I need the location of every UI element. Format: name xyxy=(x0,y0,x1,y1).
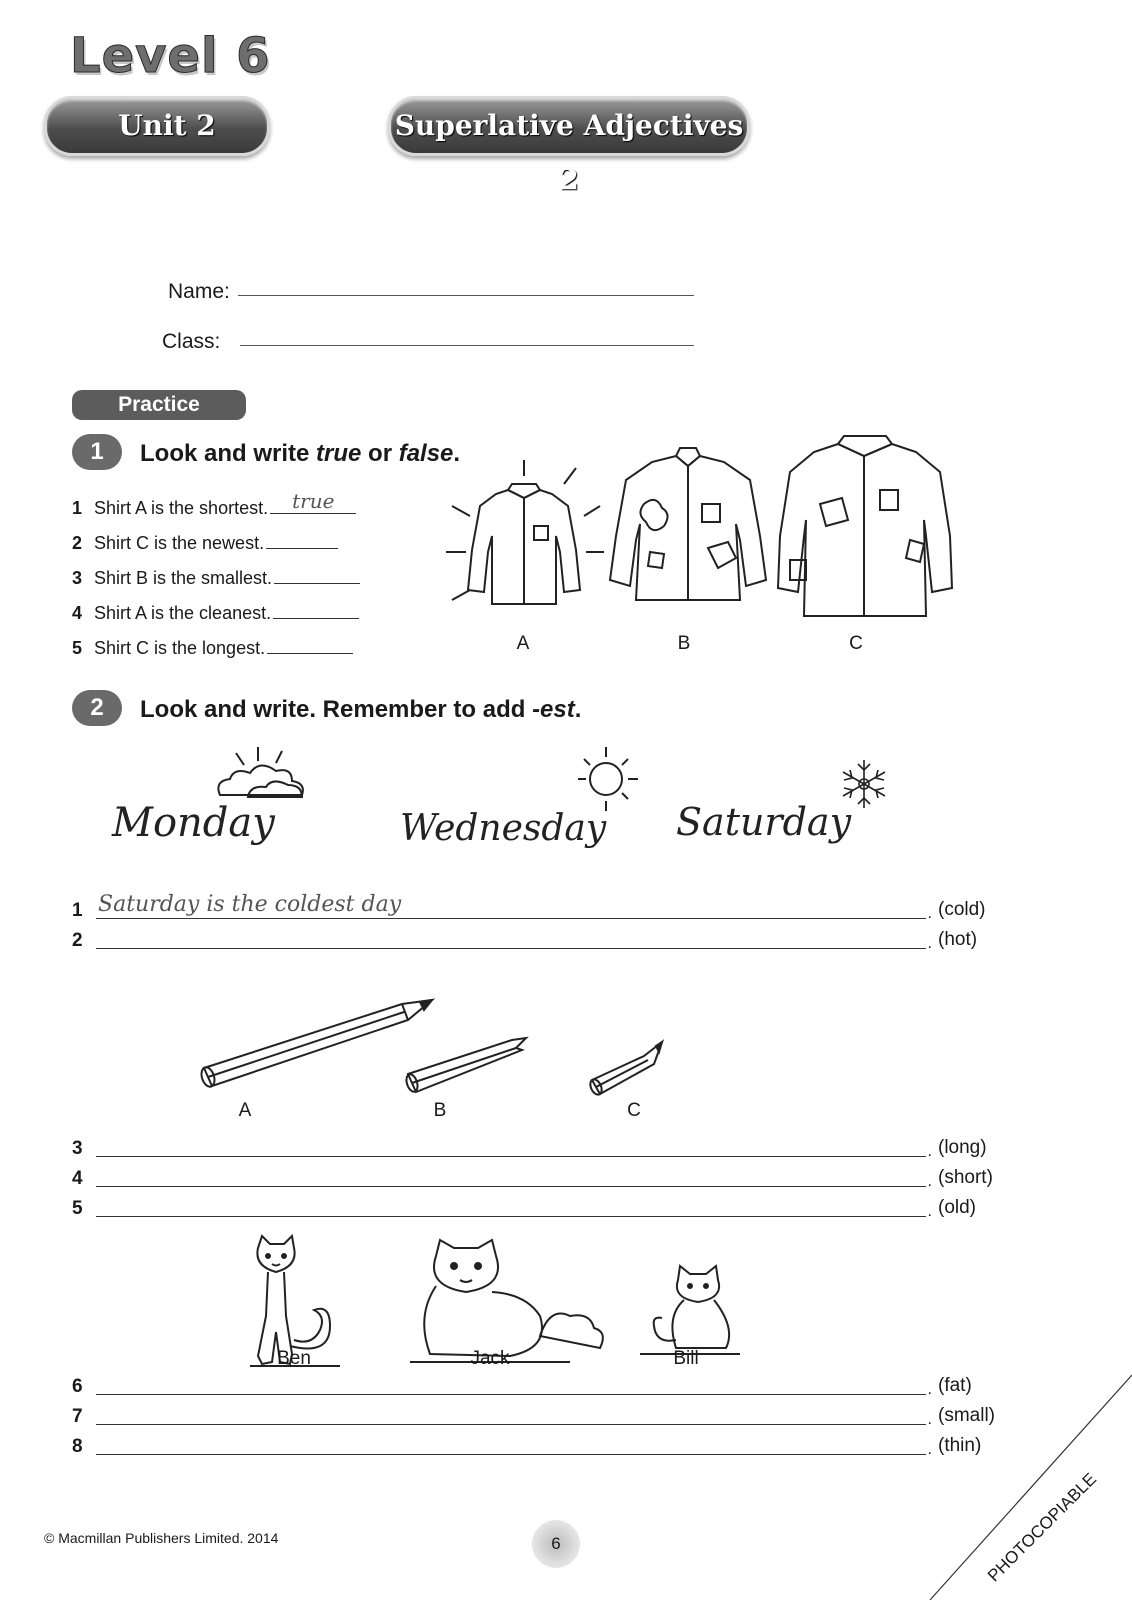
page-number: 6 xyxy=(532,1520,580,1568)
name-label: Name: xyxy=(168,280,230,303)
answer-line[interactable] xyxy=(96,1156,926,1157)
ex2-line-num: 3 xyxy=(72,1138,83,1159)
ex1-item xyxy=(72,489,356,519)
ex2-hint: (fat) xyxy=(938,1375,972,1396)
cat-name-bill: Bill xyxy=(673,1348,699,1369)
ex2-answer: Saturday is the coldest day xyxy=(98,892,402,917)
ex2-line-num: 8 xyxy=(72,1436,83,1457)
unit-badge xyxy=(44,96,270,156)
ex2-line-5[interactable] xyxy=(72,1192,977,1220)
cat-name-ben: Ben xyxy=(277,1348,311,1369)
pencil-label-a: A xyxy=(238,1100,252,1121)
ex2-hint: (thin) xyxy=(938,1435,982,1456)
cat-ben-drawing xyxy=(250,1236,340,1366)
shirt-a-drawing xyxy=(446,460,604,604)
name-field[interactable] xyxy=(238,295,694,296)
ex1-item-num: 4 xyxy=(72,603,83,623)
ex2-line-num: 6 xyxy=(72,1376,83,1397)
ex2-line-1[interactable] xyxy=(72,892,986,922)
ex1-item-num: 5 xyxy=(72,638,83,658)
ex2-hint: (hot) xyxy=(938,929,978,950)
ex1-answer-blank[interactable] xyxy=(273,602,359,619)
exercise-2-title xyxy=(140,696,581,724)
class-field[interactable] xyxy=(240,345,694,346)
ex2-line-8[interactable] xyxy=(72,1430,982,1458)
ex2-hint: (cold) xyxy=(938,899,986,920)
unit-label: Unit 2 xyxy=(118,109,216,142)
ex1-item xyxy=(72,567,360,589)
pencil-label-c: C xyxy=(627,1100,641,1121)
exercise-2-number: 2 xyxy=(72,690,122,726)
ex2-line-num: 4 xyxy=(72,1168,83,1189)
ex1-answer-blank[interactable] xyxy=(266,532,338,549)
ex2-line-num: 1 xyxy=(72,900,83,921)
ex2-title-suffix: -est xyxy=(532,696,575,723)
answer-line[interactable] xyxy=(96,1186,926,1187)
ex2-title-pre: Look and write. Remember to add xyxy=(140,696,533,723)
ex1-title-false: false xyxy=(398,440,454,467)
ex1-item xyxy=(72,532,338,554)
cat-jack-drawing xyxy=(410,1240,603,1362)
copyright-notice: © Macmillan Publishers Limited. 2014 xyxy=(44,1530,279,1546)
ex1-item xyxy=(72,637,353,659)
answer-line[interactable] xyxy=(96,1424,926,1425)
ex1-answer-blank[interactable] xyxy=(267,637,353,654)
ex2-line-3[interactable] xyxy=(72,1132,987,1160)
ex2-hint: (short) xyxy=(938,1167,993,1188)
ex1-title-post: . xyxy=(453,440,461,467)
answer-line[interactable] xyxy=(96,1454,926,1455)
ex2-line-num: 2 xyxy=(72,930,83,951)
shirt-label-b: B xyxy=(677,633,691,654)
ex2-title-post: . xyxy=(574,696,582,723)
ex2-hint: (old) xyxy=(938,1197,977,1218)
corner-divider xyxy=(930,1375,1132,1600)
pencils-illustration xyxy=(196,996,676,1106)
ex2-line-num: 5 xyxy=(72,1198,83,1219)
cat-name-jack: Jack xyxy=(470,1348,510,1369)
ex1-item xyxy=(72,602,359,624)
ex1-item-num: 3 xyxy=(72,568,83,588)
class-label: Class: xyxy=(162,330,221,353)
ex1-item-num: 1 xyxy=(72,498,83,518)
pencil-b-drawing xyxy=(404,1038,526,1093)
ex1-title-true: true xyxy=(316,440,362,467)
topic-label: Superlative Adjectives 2 xyxy=(394,109,744,196)
ex1-item-text: Shirt B is the smallest. xyxy=(94,568,273,588)
answer-line[interactable] xyxy=(96,1394,926,1395)
pencil-a-drawing xyxy=(199,1000,432,1088)
exercise-1-number: 1 xyxy=(72,434,122,470)
ex1-answer: true xyxy=(292,489,335,513)
ex1-item-text: Shirt A is the cleanest. xyxy=(94,603,272,623)
pencil-label-b: B xyxy=(433,1100,447,1121)
shirts-illustration xyxy=(440,440,960,640)
ex2-line-4[interactable] xyxy=(72,1162,993,1190)
exercise-1-title xyxy=(140,440,460,468)
ex1-answer-blank[interactable] xyxy=(270,489,356,514)
cat-bill-drawing xyxy=(640,1266,740,1354)
ex2-line-2[interactable] xyxy=(72,924,978,952)
ex1-item-text: Shirt C is the longest. xyxy=(94,638,266,658)
shirt-c-drawing xyxy=(778,436,952,616)
ex2-line-6[interactable] xyxy=(72,1370,972,1398)
photocopiable-stamp: PHOTOCOPIABLE xyxy=(984,1469,1101,1586)
answer-line[interactable] xyxy=(96,918,926,919)
ex1-item-text: Shirt A is the shortest. xyxy=(94,498,269,518)
shirt-label-a: A xyxy=(516,633,530,654)
ex2-hint: (long) xyxy=(938,1137,987,1158)
shirt-label-c: C xyxy=(849,633,863,654)
topic-badge xyxy=(388,96,750,196)
answer-line[interactable] xyxy=(96,948,926,949)
day-monday: Monday xyxy=(112,800,275,846)
ex1-item-num: 2 xyxy=(72,533,83,553)
ex1-title-or: or xyxy=(361,440,399,467)
pencil-c-drawing xyxy=(588,1042,662,1096)
day-saturday: Saturday xyxy=(676,800,852,844)
shirt-b-drawing xyxy=(610,448,766,600)
ex1-answer-blank[interactable] xyxy=(274,567,360,584)
day-wednesday: Wednesday xyxy=(400,808,607,849)
answer-line[interactable] xyxy=(96,1216,926,1217)
level-title: Level 6 xyxy=(70,28,271,84)
practice-tag: Practice xyxy=(72,390,246,420)
sun-icon xyxy=(576,745,646,815)
ex2-line-7[interactable] xyxy=(72,1400,995,1428)
ex2-hint: (small) xyxy=(938,1405,995,1426)
ex1-item-text: Shirt C is the newest. xyxy=(94,533,265,553)
ex2-line-num: 7 xyxy=(72,1406,83,1427)
ex1-title-pre: Look and write xyxy=(140,440,317,467)
